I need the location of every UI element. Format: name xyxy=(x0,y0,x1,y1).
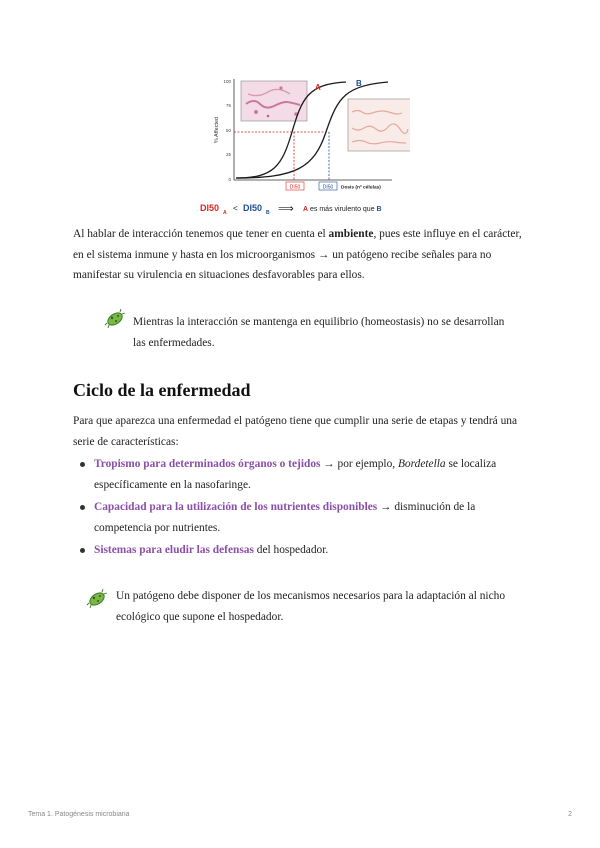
section-intro: Para que aparezca una enfermedad el patógeno tiene que cumplir una serie de etapas y tendrá una serie de características: xyxy=(73,415,518,448)
legend-di50-a: DI50 xyxy=(200,203,220,213)
y-axis-label: % Affected xyxy=(214,116,220,144)
curve-b-label: B xyxy=(356,79,362,88)
curve-a-label: A xyxy=(315,83,321,92)
intro-bold-term: ambiente xyxy=(328,228,374,240)
page-number: 2 xyxy=(568,811,572,818)
intro-paragraph xyxy=(73,224,529,286)
bullet xyxy=(80,548,85,553)
highlight-term: Sistemas para eludir las defensas xyxy=(94,544,254,556)
x-axis-label: Dosis (nº células) xyxy=(341,185,381,191)
highlight-term: Capacidad para la utilización de los nutrientes disponibles xyxy=(94,501,378,513)
intro-text-before: Al hablar de interacción tenemos que tener en cuenta el xyxy=(73,228,329,240)
bullet xyxy=(80,505,85,510)
di50-a-marker: DI50 xyxy=(289,184,301,191)
intro-text-after: , pues este influye en el carácter, en el sistema inmune y hasta en los microorganismos → un patógeno recibe señales para no manifestar su virulencia en situaciones desfavorables para ellos. xyxy=(73,228,522,281)
item-text: del hospedador. xyxy=(253,544,329,556)
list-item xyxy=(73,454,533,495)
list-item xyxy=(73,540,533,561)
item-text: → por ejemplo, xyxy=(320,458,398,470)
list-item xyxy=(73,497,533,538)
bacteria-icon xyxy=(86,589,108,609)
y-tick: 0 xyxy=(228,177,231,182)
legend-less-than: < xyxy=(233,204,238,213)
dose-response-figure xyxy=(196,74,410,220)
bacteria-icon xyxy=(104,309,126,329)
legend-result-b: B xyxy=(376,206,382,213)
footer-title: Tema 1. Patogénesis microbiana xyxy=(28,811,130,818)
note-adaptation: Un patógeno debe disponer de los mecanismos necesarios para la adaptación al nicho ecológico que supone el hospedador. xyxy=(116,590,506,623)
y-tick: 100 xyxy=(223,79,231,84)
micrograph-b xyxy=(348,99,410,151)
highlight-term: Tropismo para determinados órganos o tejidos xyxy=(94,458,321,470)
item-text: → disminución de la competencia por nutrientes. xyxy=(94,501,476,534)
characteristics-list xyxy=(73,454,533,563)
legend-di50-b: DI50 xyxy=(243,203,263,213)
legend-result-a: A xyxy=(303,206,309,213)
legend-result-text: es más virulento que xyxy=(308,206,377,213)
y-tick: 50 xyxy=(225,128,231,133)
y-tick: 25 xyxy=(225,152,231,157)
italic-term: Bordetella xyxy=(397,458,446,470)
legend-result xyxy=(303,206,382,213)
section-title: Ciclo de la enfermedad xyxy=(73,380,251,400)
legend-di50-a-sub: A xyxy=(223,210,227,216)
di50-b-marker: DI50 xyxy=(322,184,334,191)
y-tick: 75 xyxy=(225,103,231,108)
dose-response-chart xyxy=(196,74,410,220)
note-homeostasis: Mientras la interacción se mantenga en equilibrio (homeostasis) no se desarrollan las enfermedades. xyxy=(133,316,505,349)
item-text-post: se localiza específicamente en la nasofaringe. xyxy=(94,458,497,491)
bullet xyxy=(80,462,85,467)
legend-arrow: ⟹ xyxy=(278,203,294,215)
legend-di50-b-sub: B xyxy=(266,210,270,216)
